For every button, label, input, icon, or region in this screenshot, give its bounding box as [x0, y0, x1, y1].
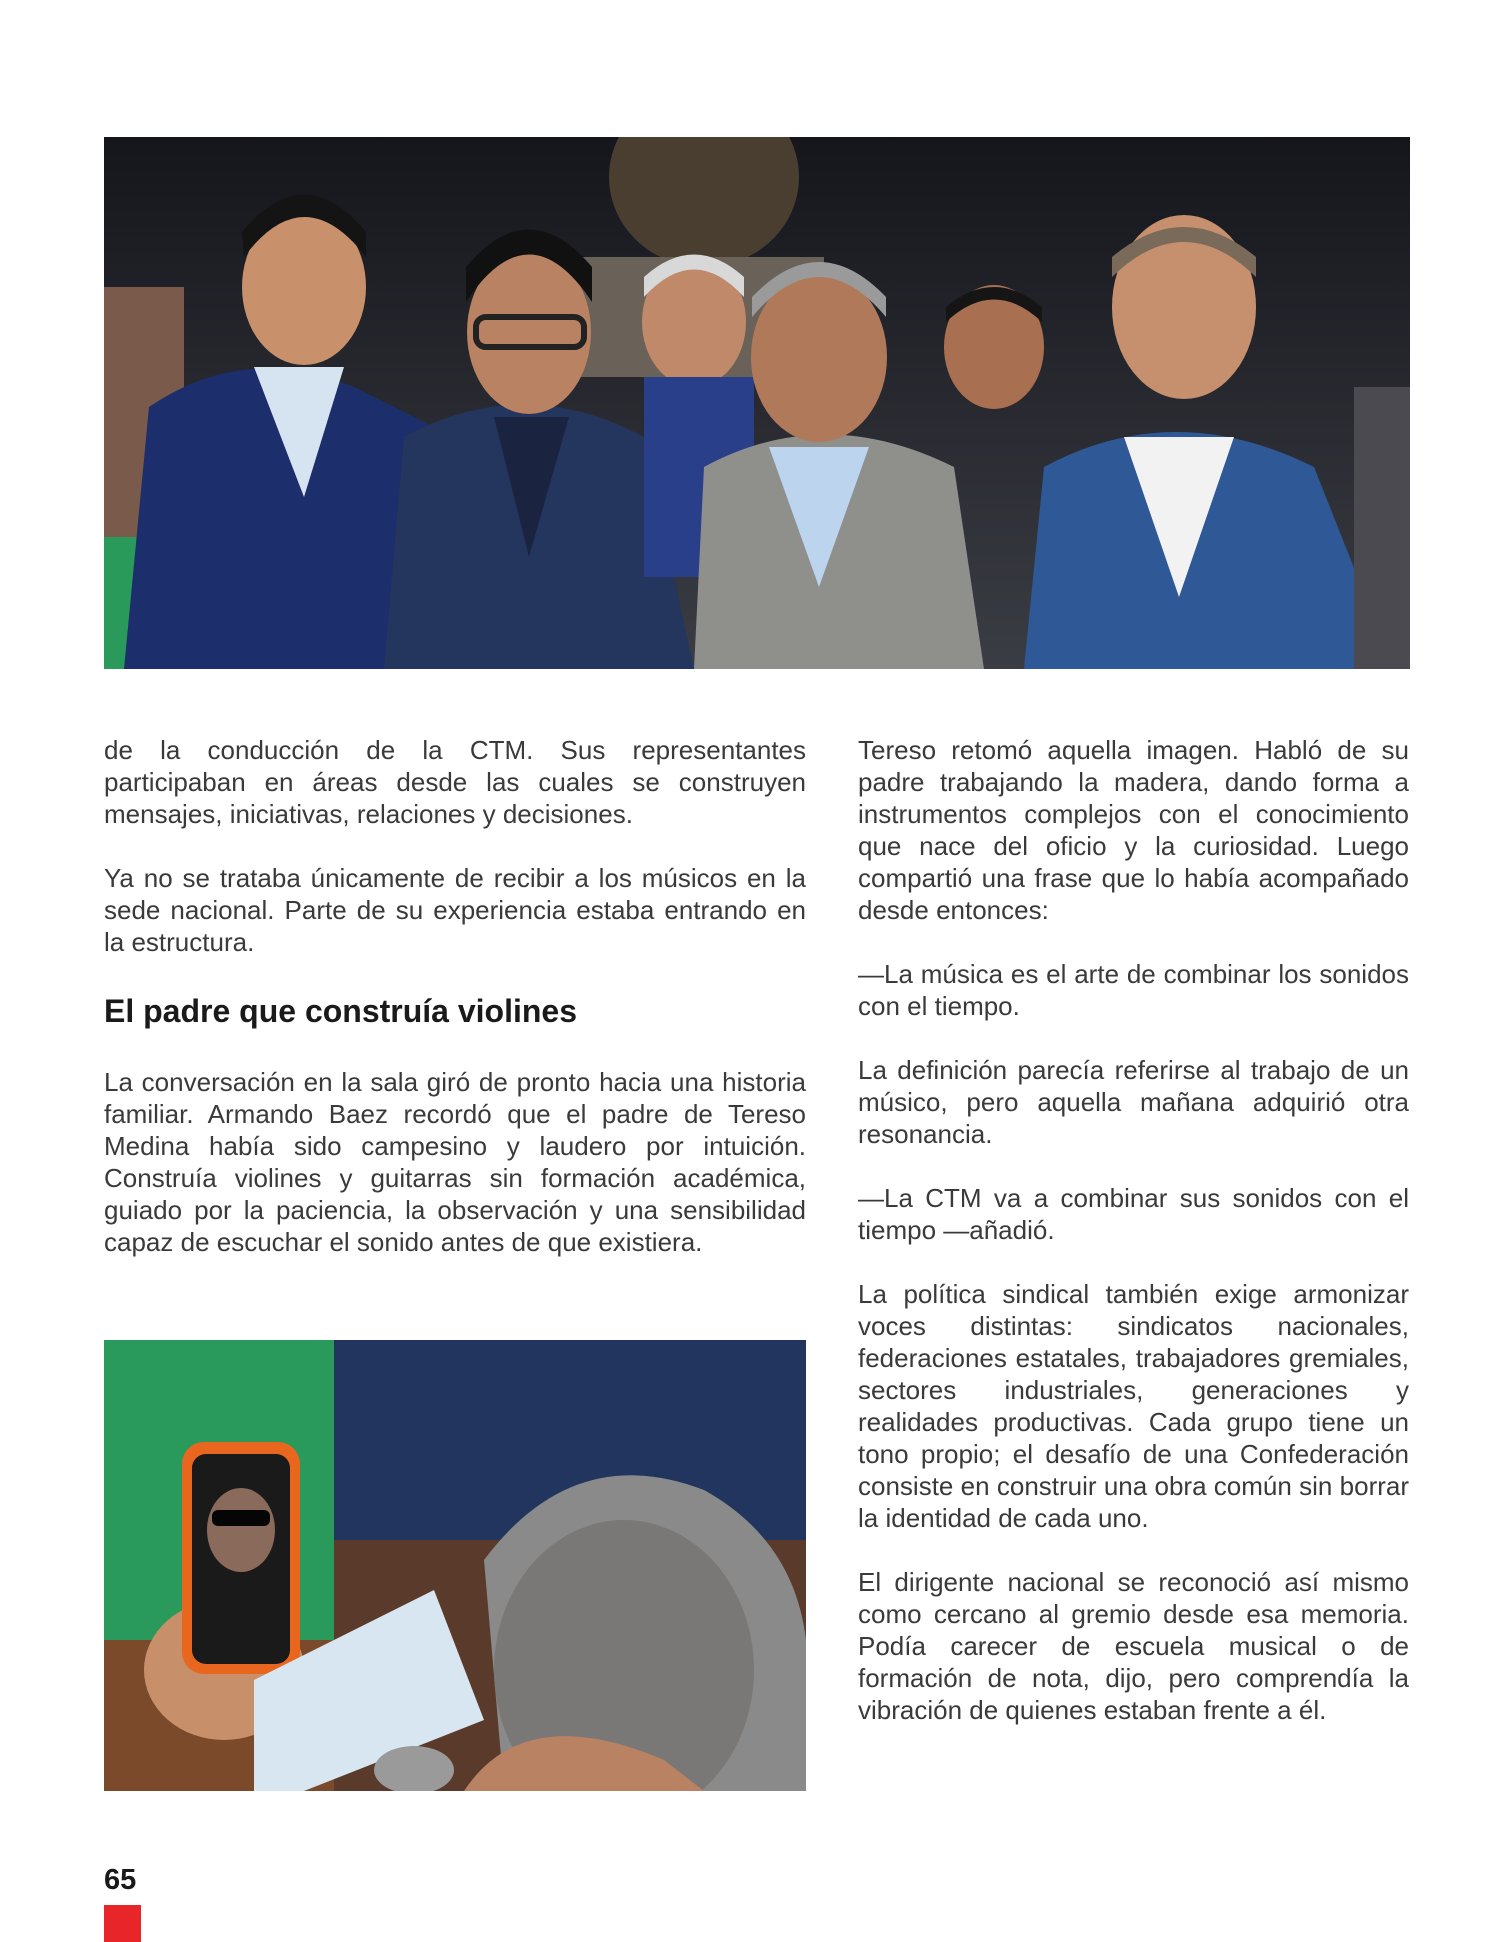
paragraph: La definición parecía referirse al trabajo de un músico, pero aquella mañana adquirió otra resonancia. [858, 1055, 1409, 1149]
right-column [858, 734, 1409, 1758]
quote-paragraph: —La CTM va a combinar sus sonidos con el tiempo —añadió. [858, 1183, 1409, 1245]
paragraph: Ya no se trataba únicamente de recibir a los músicos en la sede nacional. Parte de su experiencia estaba entrando en la estructura. [104, 863, 806, 957]
phone-call-photo [104, 1340, 806, 1791]
page-accent-square [104, 1905, 141, 1942]
paragraph: de la conducción de la CTM. Sus representantes participaban en áreas desde las cuales se construyen mensajes, iniciativas, relaciones y decisiones. [104, 735, 806, 829]
paragraph: La política sindical también exige armonizar voces distintas: sindicatos nacionales, federaciones estatales, trabajadores gremiales, sectores industriales, generaciones y realidades productivas. Cada grupo tiene un tono propio; el desafío de una Confederación consiste en construir una obra común sin borrar la identidad de cada uno. [858, 1279, 1409, 1533]
paragraph: Tereso retomó aquella imagen. Habló de su padre trabajando la madera, dando forma a instrumentos complejos con el conocimiento que nace del oficio y la curiosidad. Luego compartió una frase que lo había acompañado desde entonces: [858, 735, 1409, 925]
left-column [104, 734, 806, 1290]
group-photo [104, 137, 1410, 669]
section-heading: El padre que construía violines [104, 993, 578, 1029]
page-number: 65 [104, 1864, 137, 1896]
paragraph: El dirigente nacional se reconoció así mismo como cercano al gremio desde esa memoria. Podía carecer de escuela musical o de formación de nota, dijo, pero comprendía la vibración de quienes estaban frente a él. [858, 1567, 1409, 1725]
quote-paragraph: —La música es el arte de combinar los sonidos con el tiempo. [858, 959, 1409, 1021]
paragraph: La conversación en la sala giró de pronto hacia una historia familiar. Armando Baez recordó que el padre de Tereso Medina había sido campesino y laudero por intuición. Construía violines y guitarras sin formación académica, guiado por la paciencia, la observación y una sensibilidad capaz de escuchar el sonido antes de que existiera. [104, 1067, 806, 1257]
